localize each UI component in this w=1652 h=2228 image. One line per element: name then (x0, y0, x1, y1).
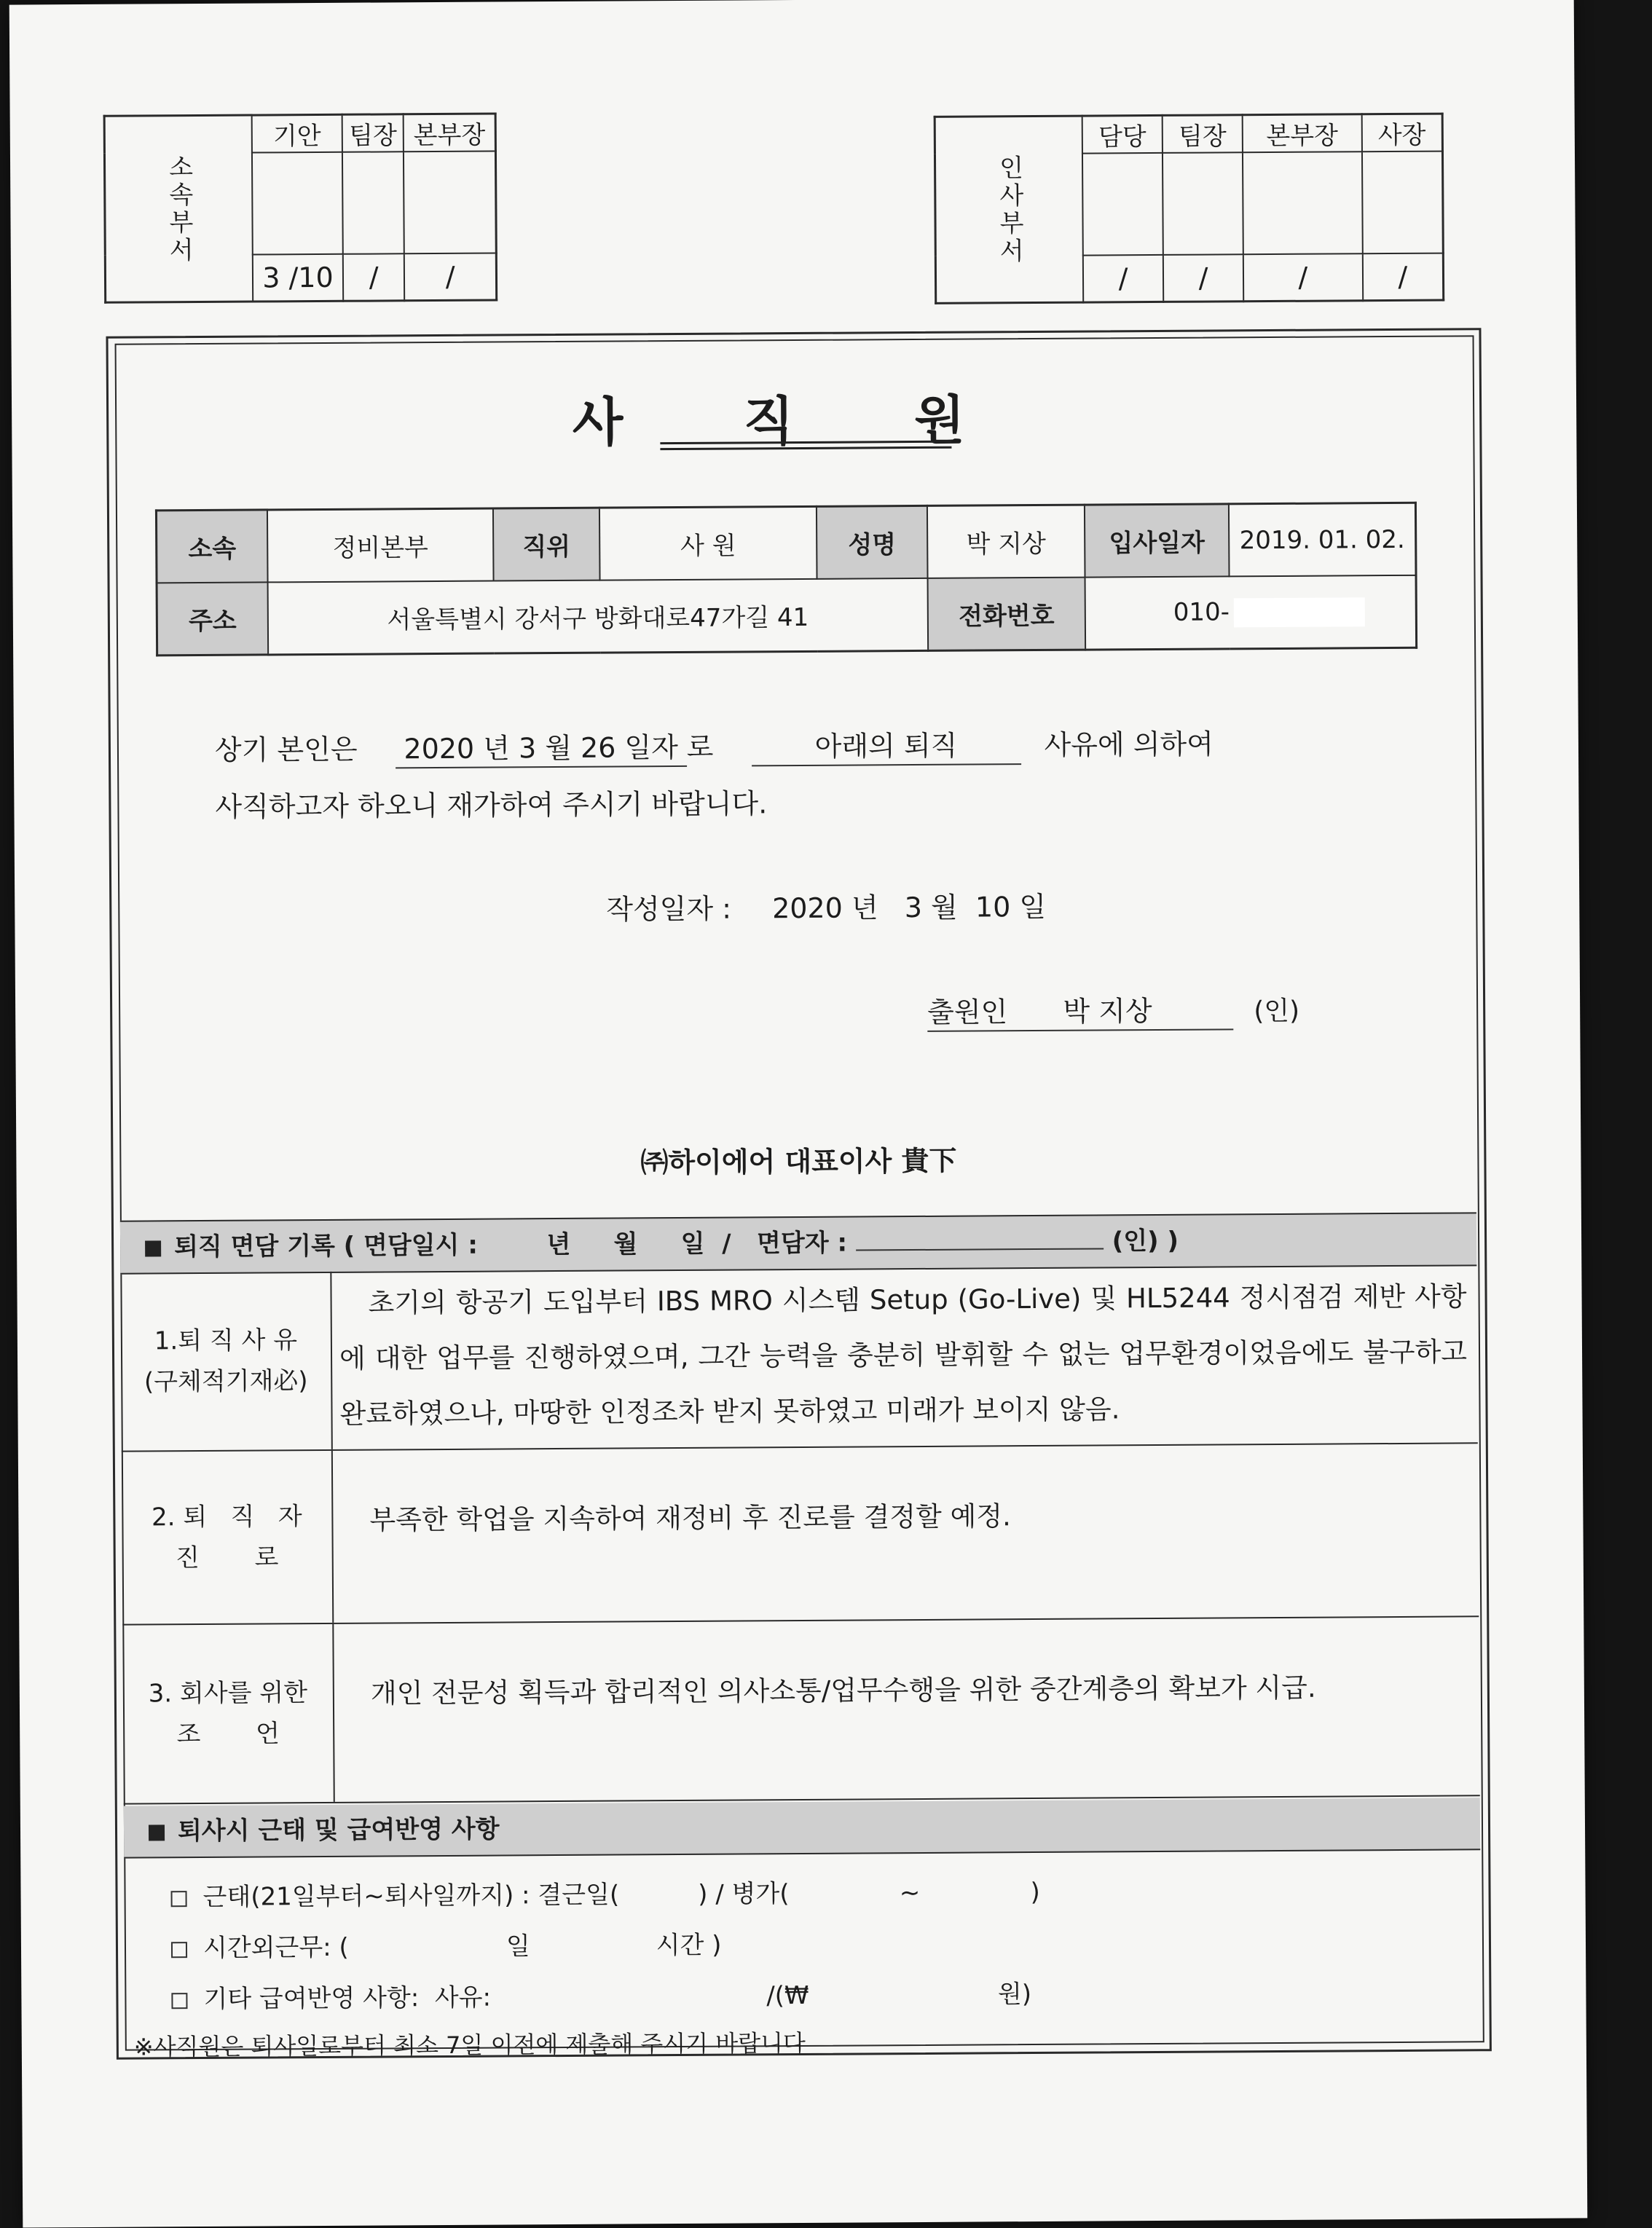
hr-approval-date: / (1083, 255, 1163, 302)
applicant-line (927, 992, 1299, 1032)
position-label: 직위 (493, 508, 600, 580)
overtime-item (171, 1925, 722, 1964)
addressee: ㈜하이에어 대표이사 貴下 (640, 1144, 957, 1179)
advice-label (122, 1624, 334, 1803)
position-value: 사 원 (599, 506, 817, 580)
payroll-header-text: 퇴사시 근태 및 급여반영 사항 (177, 1814, 500, 1846)
other-payroll-item (171, 1974, 1031, 2015)
hr-signature-cell (1082, 153, 1163, 256)
dept-approval-side-label: 소속부서 (104, 115, 253, 302)
join-date-label: 입사일자 (1085, 504, 1230, 578)
checkbox-icon (171, 1942, 187, 1958)
career-label-line2: 진 로 (175, 1543, 279, 1573)
reason-row (120, 1264, 1477, 1452)
attendance-item (170, 1872, 1040, 1913)
overtime-text: 시간외근무: ( 일 시간 ) (202, 1930, 722, 1964)
square-bullet-icon (145, 1240, 161, 1256)
hr-approval-header: 담당 (1082, 115, 1163, 153)
hr-approval-side-label: 인사부서 (935, 116, 1083, 303)
written-date-line (606, 889, 1046, 928)
statement-suffix: 사유에 의하여 (1044, 728, 1214, 761)
reason-label (120, 1272, 332, 1451)
dept-signature-cell (252, 152, 343, 255)
hr-signature-cell (1362, 151, 1444, 254)
dept-approval-header: 기안 (252, 114, 342, 152)
applicant-underline (927, 992, 1233, 1032)
name-label: 성명 (817, 505, 928, 578)
payroll-section-header (124, 1798, 1480, 1858)
hr-approval-header: 본부장 (1243, 114, 1362, 152)
attendance-text: 근태(21일부터~퇴사일까지) : 결근일( ) / 병가( ~ ) (202, 1877, 1041, 1913)
phone-value: 010- (1173, 597, 1230, 627)
resignation-form-paper (9, 0, 1588, 2228)
dept-value: 정비본부 (267, 508, 494, 582)
advice-label-line2: 조 언 (176, 1719, 280, 1749)
dept-approval-date: / (343, 253, 405, 301)
dept-approval-header: 팀장 (342, 114, 404, 152)
written-date-label: 작성일자 : (606, 892, 732, 926)
hr-approval-date: / (1362, 253, 1443, 301)
applicant-info-table (155, 502, 1417, 657)
statement-line-2: 사직하고자 하오니 재가하여 주시기 바랍니다. (215, 787, 768, 823)
phone-label: 전화번호 (928, 578, 1086, 651)
dept-signature-cell (342, 151, 404, 254)
other-payroll-text: 기타 급여반영 사항: 사유: /(₩ 원) (203, 1980, 1032, 2015)
interviewer-seal: (인) ) (1112, 1226, 1179, 1256)
hr-approval-box (934, 113, 1445, 304)
dept-approval-date: 3 /10 (253, 254, 343, 302)
resignation-date: 2020 년 3 월 26 일자 (396, 729, 687, 768)
advice-label-line1: 3. 회사를 위한 (148, 1678, 308, 1709)
statement-ro: 로 (686, 731, 714, 763)
statement-line-1 (215, 726, 1214, 770)
statement-prefix: 상기 본인은 (214, 733, 358, 766)
dept-approval-date: / (404, 253, 496, 301)
interview-section-header (120, 1212, 1476, 1274)
reason-label-line1: 1.퇴 직 사 유 (154, 1326, 298, 1356)
join-date-value: 2019. 01. 02. (1229, 503, 1416, 576)
reason-text: 초기의 항공기 도입부터 IBS MRO 시스템 Setup (Go-Live) 및 HL5244 정시점검 제반 사항에 대한 업무를 진행하였으며, 그간 능력을 충분히 발휘할 수 없는 업무환경이었음에도 불구하고 완료하였으나, 마땅한 인정조차 받지 못하였고 미래가 보이지 않음. (339, 1280, 1468, 1430)
address-label: 주소 (157, 582, 268, 655)
dept-approval-header: 본부장 (404, 114, 495, 151)
name-value: 박 지상 (927, 505, 1085, 578)
written-date-value: 2020 년 3 월 10 일 (771, 890, 1047, 925)
advice-text: 개인 전문성 획득과 합리적인 의사소통/업무수행을 위한 중간계층의 확보가 시급. (370, 1672, 1316, 1709)
career-text: 부족한 학업을 지속하여 재정비 후 진로를 결정할 예정. (369, 1500, 1011, 1536)
phone-cell (1085, 575, 1417, 650)
square-bullet-icon (149, 1824, 165, 1841)
career-row (122, 1444, 1479, 1625)
phone-redaction (1234, 597, 1365, 627)
interview-header-text: 퇴직 면담 기록 ( 면담일시 : 년 월 일 / 면담자 : (173, 1228, 848, 1262)
interviewer-underline (856, 1248, 1104, 1251)
hr-approval-date: / (1163, 254, 1243, 302)
resignation-reason-ref: 아래의 퇴직 (751, 727, 1020, 766)
applicant-name: 박 지상 (1063, 995, 1152, 1028)
hr-approval-header: 팀장 (1163, 115, 1243, 153)
hr-approval-date: / (1243, 253, 1363, 301)
reason-label-line2: (구체적기재必) (143, 1366, 308, 1397)
career-label-line1: 2. 퇴 직 자 (151, 1502, 302, 1532)
applicant-label: 출원인 (927, 996, 1008, 1028)
advice-row (122, 1617, 1479, 1804)
hr-signature-cell (1163, 152, 1243, 255)
address-value: 서울특별시 강서구 방화대로47가길 41 (268, 578, 929, 655)
career-label (122, 1451, 334, 1624)
dept-label: 소속 (156, 510, 267, 583)
checkbox-icon (171, 1993, 187, 2009)
page-title: 사 직 원 (572, 389, 1016, 453)
hr-signature-cell (1243, 151, 1362, 254)
footnote: ※사직원은 퇴사일로부터 최소 7일 이전에 제출해 주시기 바랍니다 (133, 2028, 806, 2061)
applicant-seal: (인) (1254, 996, 1300, 1027)
hr-approval-header: 사장 (1361, 114, 1442, 151)
dept-approval-box (103, 113, 498, 304)
dept-signature-cell (404, 151, 496, 254)
checkbox-icon (171, 1891, 187, 1907)
